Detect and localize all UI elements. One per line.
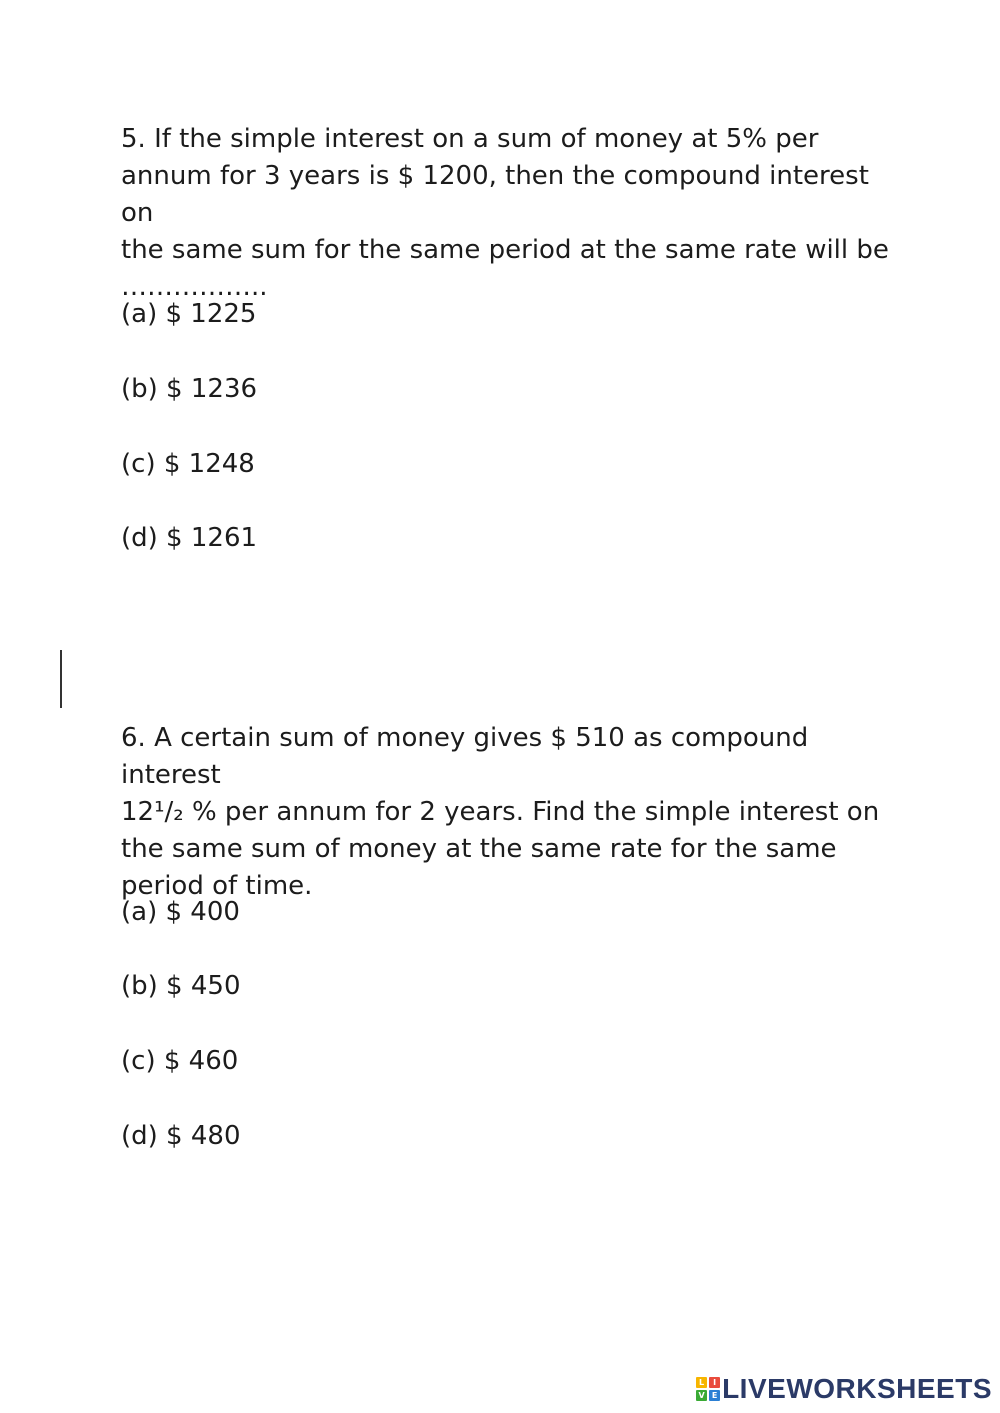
logo-text: LIVEWORKSHEETS: [722, 1373, 992, 1404]
question-5-option-d[interactable]: (d) $ 1261: [121, 523, 258, 553]
question-5-option-b[interactable]: (b) $ 1236: [121, 374, 258, 404]
logo-letter-i: I: [709, 1377, 720, 1388]
logo-letter-v: V: [696, 1390, 707, 1401]
question-6-option-d[interactable]: (d) $ 480: [121, 1121, 241, 1151]
logo-letter-l: L: [696, 1377, 707, 1388]
question-6-option-b[interactable]: (b) $ 450: [121, 971, 241, 1001]
question-5-option-a[interactable]: (a) $ 1225: [121, 299, 257, 329]
question-5-option-c[interactable]: (c) $ 1248: [121, 449, 255, 479]
logo-mark-icon: [696, 1377, 720, 1401]
question-6-text: 6. A certain sum of money gives $ 510 as compound interest 12¹/₂ % per annum for 2 years. Find the simple interest on the same sum of money at the same rate for the same period of time.: [121, 723, 880, 901]
question-6-option-a[interactable]: (a) $ 400: [121, 897, 240, 927]
text-cursor: [60, 650, 62, 708]
question-5-text: 5. If the simple interest on a sum of money at 5% per annum for 3 years is $ 1200, then the compound interest on the same sum for the same period at the same rate will be ……………..: [121, 124, 889, 302]
logo-letter-e: E: [709, 1390, 720, 1401]
liveworksheets-logo: [696, 1371, 992, 1407]
question-6-option-c[interactable]: (c) $ 460: [121, 1046, 239, 1076]
